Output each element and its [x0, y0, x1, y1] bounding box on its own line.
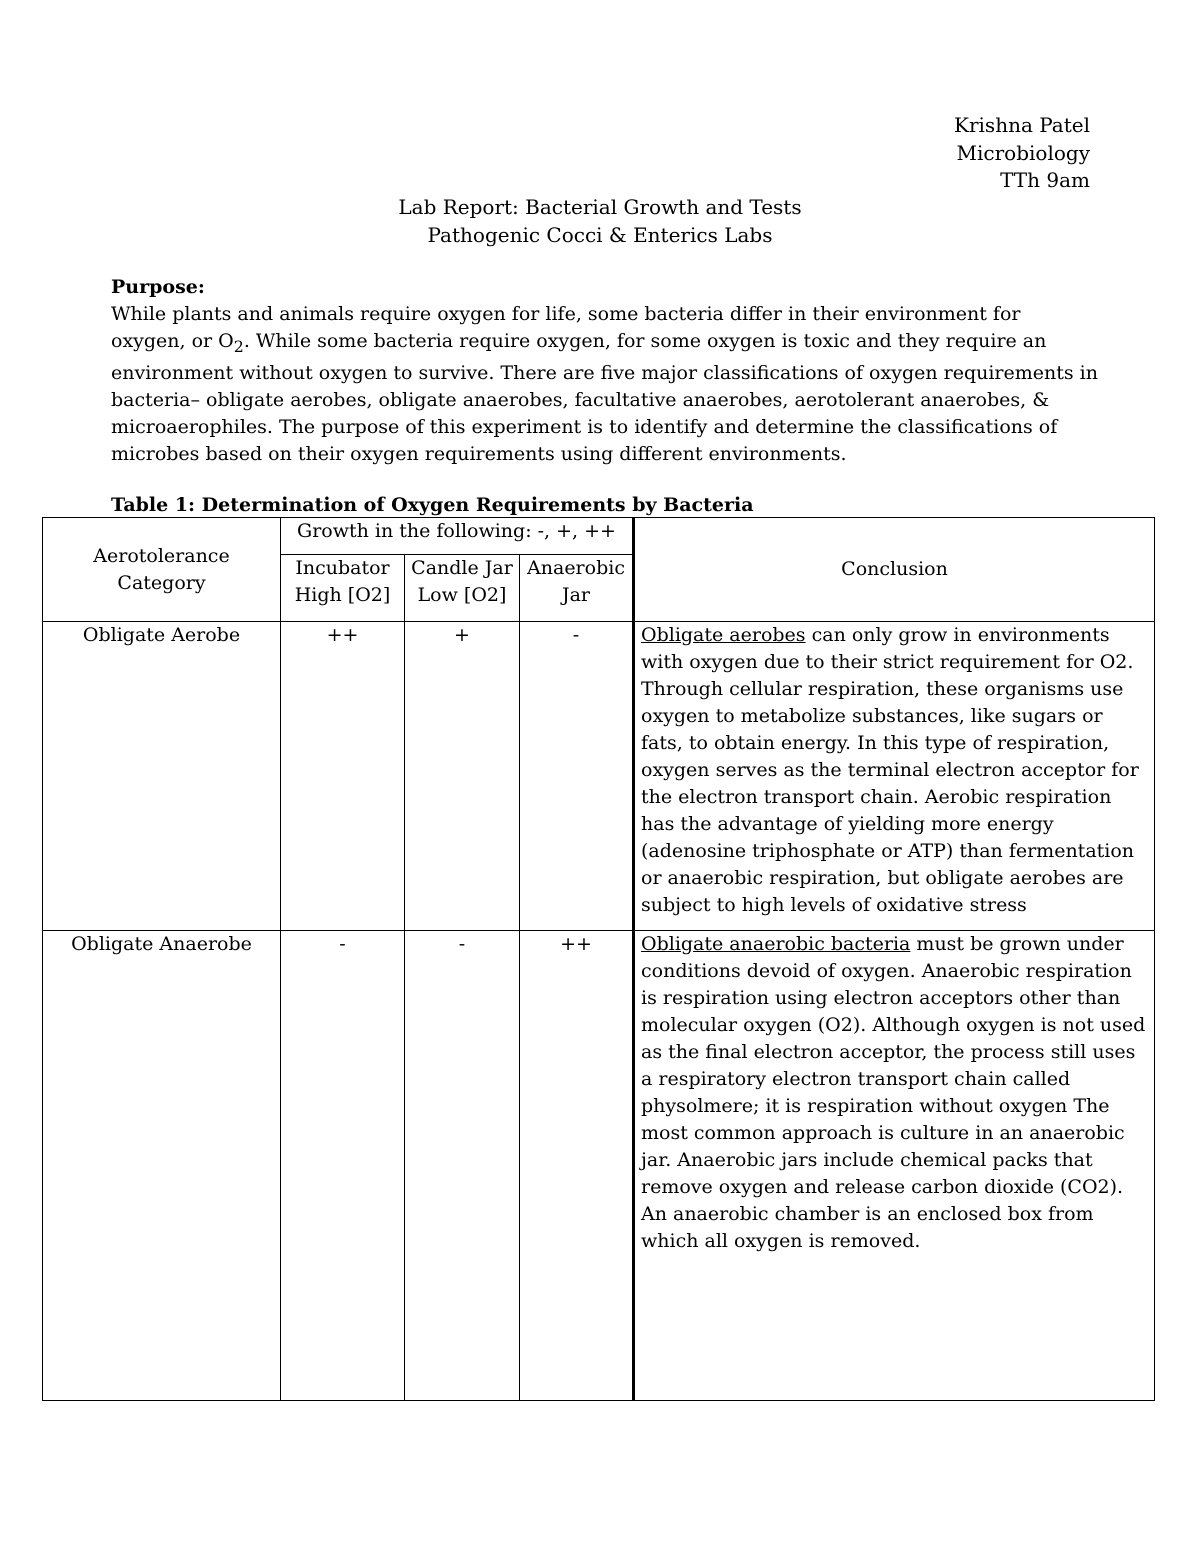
header-incubator — [281, 555, 405, 622]
conclusion-text: can only grow in environments with oxygen due to their strict requirement for O2. Through cellular respiration, these organisms use oxygen to metabolize substances, like sugars or fats, to obtain energy. In this type of respiration, oxygen serves as the terminal electron acceptor for the electron transport chain. Aerobic respiration has the advantage of yielding more energy (adenosine triphosphate or ATP) than fermentation or anaerobic respiration, but obligate aerobes are subject to high levels of oxidative stress — [641, 624, 1139, 916]
course-name: Microbiology — [956, 140, 1090, 165]
table-caption: Table 1: Determination of Oxygen Requirements by Bacteria — [111, 494, 754, 516]
row-category: Obligate Anaerobe — [43, 931, 281, 1401]
oxygen-requirements-table — [42, 517, 1155, 1401]
purpose-text-part2: . While some bacteria require oxygen, for some oxygen is toxic and they require an environment without oxygen to survive. There are five major classifications of oxygen requirements in bacteria– obligate aerobes, obligate anaerobes, facultative anaerobes, aerotolerant anaerobes, & microaerophiles. The purpose of this experiment is to identify and determine the classifications of microbes based on their oxygen requirements using different environments. — [111, 330, 1098, 465]
conclusion-text: must be grown under conditions devoid of oxygen. Anaerobic respiration is respiration using electron acceptors other than molecular oxygen (O2). Although oxygen is not used as the final electron acceptor, the process still uses a respiratory electron transport chain called physolmere; it is respiration without oxygen The most common approach is culture in an anaerobic jar. Anaerobic jars include chemical packs that remove oxygen and release carbon dioxide (CO2). An anaerobic chamber is an enclosed box from which all oxygen is removed. — [641, 933, 1146, 1252]
row-incubator-value: ++ — [281, 622, 405, 931]
report-title-line1: Lab Report: Bacterial Growth and Tests — [398, 195, 802, 219]
header-growth: Growth in the following: -, +, ++ — [281, 518, 634, 555]
header-category: Aerotolerance Category — [43, 518, 281, 622]
purpose-subscript: 2 — [233, 336, 244, 356]
header-anaerobic-line2: Jar — [561, 584, 591, 606]
header-anaerobic-line1: Anaerobic — [527, 557, 625, 579]
row-conclusion — [634, 622, 1155, 931]
row-category: Obligate Aerobe — [43, 622, 281, 931]
header-incubator-line2: High [O2] — [294, 584, 391, 606]
table-row — [43, 931, 1155, 1401]
conclusion-term: Obligate aerobes — [641, 624, 806, 646]
table-row — [43, 622, 1155, 931]
purpose-section — [111, 274, 1101, 468]
row-candle-value: - — [405, 931, 520, 1401]
row-candle-value: + — [405, 622, 520, 931]
header-candle-jar — [405, 555, 520, 622]
header-candle-line2: Low [O2] — [417, 584, 507, 606]
header-candle-line1: Candle Jar — [411, 557, 513, 579]
header-incubator-line1: Incubator — [295, 557, 390, 579]
purpose-text — [111, 301, 1101, 468]
header-conclusion: Conclusion — [634, 518, 1155, 622]
purpose-text-part1: While plants and animals require oxygen for life, some bacteria differ in their environment for oxygen, or O — [111, 303, 1021, 352]
author-header — [954, 112, 1090, 195]
row-anaerobic-value: - — [520, 622, 634, 931]
row-incubator-value: - — [281, 931, 405, 1401]
purpose-heading: Purpose: — [111, 276, 205, 298]
header-anaerobic-jar — [520, 555, 634, 622]
class-session: TTh 9am — [1000, 168, 1090, 192]
table-header-row — [43, 518, 1155, 555]
row-conclusion — [634, 931, 1155, 1401]
report-title — [0, 194, 1200, 249]
author-name: Krishna Patel — [954, 113, 1090, 137]
conclusion-term: Obligate anaerobic bacteria — [641, 933, 911, 955]
report-title-line2: Pathogenic Cocci & Enterics Labs — [427, 222, 773, 247]
row-anaerobic-value: ++ — [520, 931, 634, 1401]
